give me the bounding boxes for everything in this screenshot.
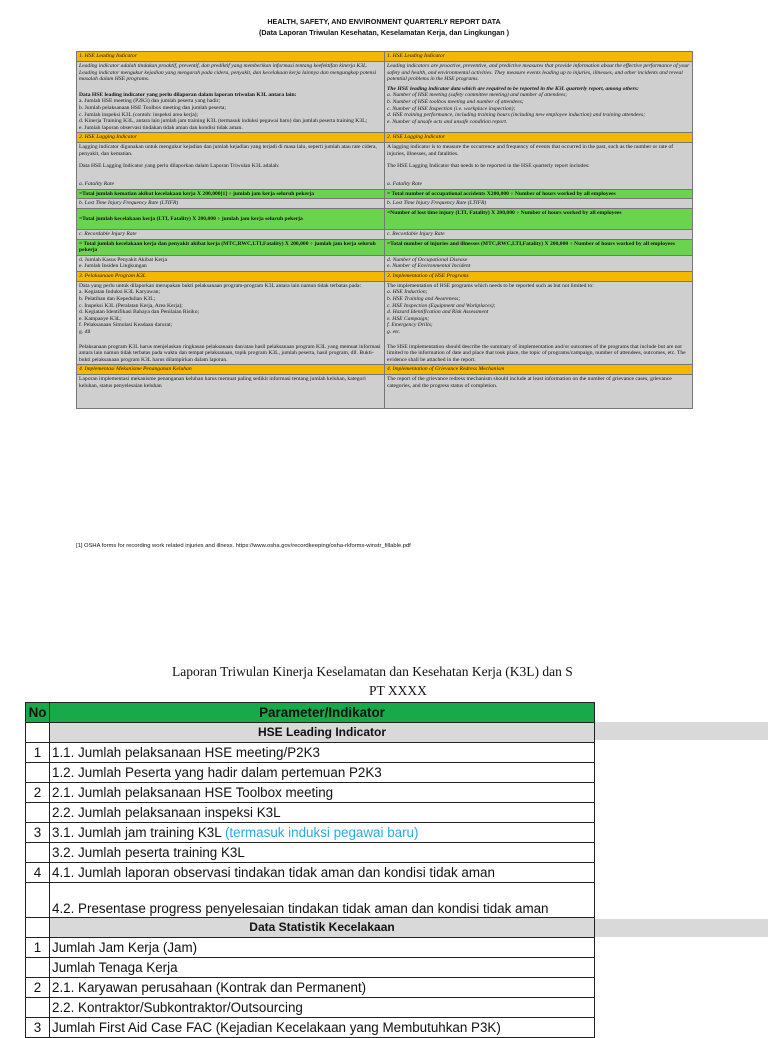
- row-no: [26, 883, 50, 918]
- formula-ltifr-right: =Number of lost time injury (LTI, Fatality) X 200,000 ÷ Number of hours worked by all employees: [385, 208, 693, 229]
- table-row: [26, 743, 595, 763]
- row-parameter: Jumlah Tenaga Kerja: [50, 958, 595, 978]
- s3-right-intro: The implementation of HSE programs which needs to be reported such as but not limited to:: [387, 282, 594, 289]
- row-no: [26, 763, 50, 783]
- row-parameter: 4.2. Presentase progress penyelesaian tindakan tidak aman dan kondisi tidak aman: [50, 883, 595, 918]
- s2-right-de: [385, 255, 693, 271]
- row-no: [26, 958, 50, 978]
- row-parameter: 4.1. Jumlah laporan observasi tindakan tidak aman dan kondisi tidak aman: [50, 863, 595, 883]
- table-row: [26, 843, 595, 863]
- table-row: [26, 978, 595, 998]
- s1-right-sub: The HSE leading indicator data which are required to be reported in the K3L quarterly report, among others:: [387, 85, 639, 92]
- row-parameter: 2.1. Karyawan perusahaan (Kontrak dan Permanent): [50, 978, 595, 998]
- row-parameter: [50, 823, 595, 843]
- table-row: [26, 998, 595, 1018]
- section-band-extension: [595, 919, 768, 937]
- s2-right-cell: [385, 143, 693, 189]
- s1-left-cell: [77, 62, 385, 133]
- row-parameter: 1.2. Jumlah Peserta yang hadir dalam pertemuan P2K3: [50, 763, 595, 783]
- row-no: [26, 998, 50, 1018]
- row-no: 4: [26, 863, 50, 883]
- row-no: 2: [26, 783, 50, 803]
- s3-right-outro: The HSE implementation should describe the summary of implementation and/or outcomes of the programs that include but are not limited to the information of date and place that took place, the topic of programs/campaign, number of attendees, outcomes, etc. The evidence shall be attached in the report.: [387, 343, 686, 363]
- formula-recordable-left: = Total jumlah kecelakaan kerja dan penyakit akibat kerja (MTC,RWC,LTI,Fatality) X 200,000 ÷ jumlah jam kerja seluruh pekerja: [77, 239, 385, 255]
- row-parameter: Jumlah Jam Kerja (Jam): [50, 938, 595, 958]
- s1-right-intro: Leading indicators are proactive, preventive, and predictive measures that provide information about the effective performance of your safety and health, and environmental activities. They measure events leading up to injuries, illnesses, and other incidents and reveal potential problems in the HSE programs.: [387, 63, 690, 83]
- table-row: [26, 1018, 595, 1038]
- row-parameter: 2.2. Kontraktor/Subkontraktor/Outsourcing: [50, 998, 595, 1018]
- row-parameter: Jumlah First Aid Case FAC (Kejadian Kecelakaan yang Membutuhkan P3K): [50, 1018, 595, 1038]
- s4-left-text: Laporan implementasi mekanisme penanganan keluhan harus memuat paling sedikit informasi tentang jumlah keluhan, kategori keluhan, status penyelesaian keluhan: [77, 375, 385, 409]
- s4-left-title: 4. Implementasi Mekanisme Penanganan Keluhan: [77, 365, 385, 375]
- row-no: 1: [26, 743, 50, 763]
- hse-report-guidance-table: [76, 51, 693, 409]
- footnote: [1] OSHA forms for recording work related injuries and illness. https://www.osha.gov/recordkeeping/osha-rkforms-winstr_fillable.pdf: [76, 543, 411, 549]
- column-header-no: No: [26, 703, 50, 723]
- s3-left-title: 3. Pelaksanaan Program K3L: [77, 271, 385, 281]
- list-item: e. Number of unsafe acts and unsafe condition report.: [387, 118, 508, 125]
- row-parameter: 2.2. Jumlah pelaksanaan inspeksi K3L: [50, 803, 595, 823]
- s2-left-c: c. Recordable Injury Rate: [77, 229, 385, 239]
- formula-fatality-left: =Total jumlah kematian akibat kecelakaan kerja X 200,000[1] ÷ jumlah jam kerja seluruh pekerja: [77, 189, 385, 199]
- report-company: PT XXXX: [369, 683, 427, 698]
- list-item: e. HSE Campaign;: [387, 315, 430, 322]
- table-row: [26, 938, 595, 958]
- s2-left-d: d. Jumlah Kasus Penyakit Akibat Kerja: [79, 256, 167, 263]
- s2-left-title: 2. HSE Lagging Indicator: [77, 133, 385, 143]
- list-item: e. Jumlah laporan observasi tindakan tidak aman dan kondisi tidak aman.: [79, 124, 243, 131]
- list-item: b. Jumlah pelaksanaan HSE Toolbox meeting dan jumlah peserta;: [79, 104, 226, 111]
- row-no: 1: [26, 938, 50, 958]
- list-item: c. Inspeksi K3L (Peralatan Kerja, Area Kerja);: [79, 302, 183, 309]
- report-title: Laporan Triwulan Kinerja Keselamatan dan Kesehatan Kerja (K3L) dan S: [172, 664, 573, 679]
- s2-right-title: 2. HSE Lagging Indicator: [385, 133, 693, 143]
- section-header-leading: HSE Leading Indicator: [50, 723, 595, 743]
- list-item: d. Kegiatan Identifikasi Bahaya dan Penilaian Risiko;: [79, 309, 200, 316]
- s3-left-outro: Pelaksanaan program K3L harus menjelaskan ringkasan pelaksanaan dan/atau hasil pelaksanaan program K3L yang memuat informasi antara lain namun tidak terbatas pada waktu dan tempat pelaksanaan, topik program K3L, jumlah peserta, hasil program, dll. Bukti-bukti pelaksanaan program K3L harus dilampirkan dalam laporan.: [79, 343, 381, 363]
- s4-right-title: 4. Implementation of Grievance Redress Mechanism: [385, 365, 693, 375]
- list-item: c. HSE Inspection (Equipment and Workplaces);: [387, 302, 496, 309]
- list-item: a. Number of HSE meeting (safety committee meeting) and number of attendees;: [387, 92, 568, 99]
- list-item: b. Pelatihan dan Kepedulian K3L;: [79, 296, 156, 303]
- section-no-cell: [26, 918, 50, 938]
- list-item: d. HSE training performance, including training hours (including new employee induction) and training attendees;: [387, 112, 646, 119]
- column-header-parameter: Parameter/Indikator: [50, 703, 595, 723]
- table-row: [26, 823, 595, 843]
- s2-right-b: b. Lost Time Injury Frequency Rate (LTIFR): [385, 199, 693, 209]
- k3l-performance-table: [25, 702, 595, 1038]
- formula-ltifr-left: =Total jumlah kecelakaan kerja (LTI, Fatality) X 200,000 ÷ jumlah jam kerja seluruh pekerja: [77, 208, 385, 229]
- row-no: 3: [26, 823, 50, 843]
- row-parameter: 1.1. Jumlah pelaksanaan HSE meeting/P2K3: [50, 743, 595, 763]
- s3-right-title: 3. Implementation of HSE Programs: [385, 271, 693, 281]
- s2-right-a: a. Fatality Rate: [387, 181, 422, 188]
- list-item: g. dll: [79, 329, 91, 336]
- document-title: HEALTH, SAFETY, AND ENVIRONMENT QUARTERLY REPORT DATA: [267, 17, 501, 26]
- row-no: [26, 803, 50, 823]
- section-no-cell: [26, 723, 50, 743]
- s3-left-intro: Data yang perlu untuk dilaporkan merupakan bukti pelaksanaan program-program K3L antara lain namun tidak terbatas pada:: [79, 282, 362, 289]
- list-item: g. etc.: [387, 329, 401, 336]
- list-item: b. HSE Training and Awareness;: [387, 296, 461, 303]
- s1-left-intro: Leading indicator adalah tindakan proaktif, preventif, dan prediktif yang memberikan informasi tentang keefektifan kinerja K3L. Leading indicator mengukur kejadian yang mengarah pada cidera, penyakit, dan kecelakaan kerja lainnya dan mengungkap potensi masalah dalam HSE programs.: [79, 63, 377, 83]
- list-item: d. Hazard Identification and Risk Assessment: [387, 309, 489, 316]
- list-item: b. Number of HSE toolbox meeting and number of attendees;: [387, 98, 524, 105]
- formula-recordable-right: =Total number of injuries and illnesses (MTC,RWC,LTI,Fatality) X 200,000 ÷ Number of hours worked by all employees: [385, 239, 693, 255]
- section-band-extension: [595, 722, 768, 740]
- s2-right-e: e. Number of Environmental Incident: [387, 263, 471, 270]
- list-item: f. Emergency Drills;: [387, 322, 433, 329]
- formula-fatality-right: = Total number of occupational accidents X200,000 ÷ Number of hours worked by all employees: [385, 189, 693, 199]
- list-item: c. Jumlah inspeksi K3L (contoh: inspeksi area kerja);: [79, 111, 199, 118]
- row-no: 2: [26, 978, 50, 998]
- row-parameter-text: 3.1. Jumlah jam training K3L: [52, 825, 225, 840]
- s2-right-d: d. Number of Occupational Disease: [387, 256, 468, 263]
- s1-right-cell: [385, 62, 693, 133]
- list-item: a. Jumlah HSE meeting (P2K3) dan jumlah peserta yang hadir;: [79, 98, 221, 105]
- document-subtitle: (Data Laporan Triwulan Kesehatan, Keselamatan Kerja, dan Lingkungan ): [258, 28, 510, 37]
- s2-right-sub: The HSE Lagging Indicator that needs to be reported in the HSE quarterly report includes:: [387, 162, 590, 169]
- s2-right-intro: A lagging indicator is to measure the occurrence and frequency of events that occurred in the past, such as the number or rate of injuries, illnesses, and fatalities.: [387, 144, 674, 157]
- list-item: d. Kinerja Training K3L, antara lain jumlah jam training K3L (termasuk induksi pegawai baru) dan jumlah peserta training K3L;: [79, 118, 368, 125]
- row-parameter: 3.2. Jumlah peserta training K3L: [50, 843, 595, 863]
- s3-right-cell: [385, 281, 693, 365]
- s1-right-title: 1. HSE Leading Indicator: [385, 52, 693, 62]
- list-item: c. Number of HSE Inspection (i.e. workplace inspection);: [387, 105, 516, 112]
- table-row: [26, 883, 595, 918]
- s2-left-sub: Data HSE Lagging Indicator yang perlu dilaporkan dalam Laporan Triwulan K3L adalah:: [79, 162, 280, 169]
- list-item: f. Pelaksanaan Simulasi Keadaan darurat;: [79, 322, 173, 329]
- s2-right-c: c. Recordable Injury Rate: [385, 229, 693, 239]
- section-header-accident-stats: Data Statistik Kecelakaan: [50, 918, 595, 938]
- table-row: [26, 958, 595, 978]
- row-parameter-note: (termasuk induksi pegawai baru): [224, 825, 419, 840]
- row-no: [26, 843, 50, 863]
- row-parameter: 2.1. Jumlah pelaksanaan HSE Toolbox meeting: [50, 783, 595, 803]
- s2-left-a: a. Fatality Rate: [79, 181, 114, 188]
- table-row: [26, 783, 595, 803]
- list-item: e. Kampanye K3L;: [79, 315, 122, 322]
- s1-left-title: 1. HSE Leading Indicator: [77, 52, 385, 62]
- s2-left-b: b. Lost Time Injury Frequency Rate (LTIFR): [77, 199, 385, 209]
- table-row: [26, 803, 595, 823]
- s2-left-cell: [77, 143, 385, 189]
- s2-left-de: [77, 255, 385, 271]
- s1-left-sub: Data HSE leading indicator yang perlu dilaporan dalam laporan triwulan K3L antara lain:: [79, 91, 297, 98]
- s3-left-cell: [77, 281, 385, 365]
- list-item: a. HSE Induction;: [387, 289, 428, 296]
- s4-right-text: The report of the grievance redress mechanism should include at least information on the number of grievance cases, grievance categories, and the progress status of completion.: [385, 375, 693, 409]
- row-no: 3: [26, 1018, 50, 1038]
- table-row: [26, 763, 595, 783]
- s2-left-e: e. Jumlah Insiden Lingkungan: [79, 263, 147, 270]
- s2-left-intro: Lagging indicator digunakan untuk mengukur kejadian dan jumlah kejadian yang terjadi di masa lalu, seperti jumlah atau rate cidera, penyakit, dan kematian.: [79, 144, 377, 157]
- table-row: [26, 863, 595, 883]
- list-item: a. Kegiatan Induksi K3L Karyawan;: [79, 289, 161, 296]
